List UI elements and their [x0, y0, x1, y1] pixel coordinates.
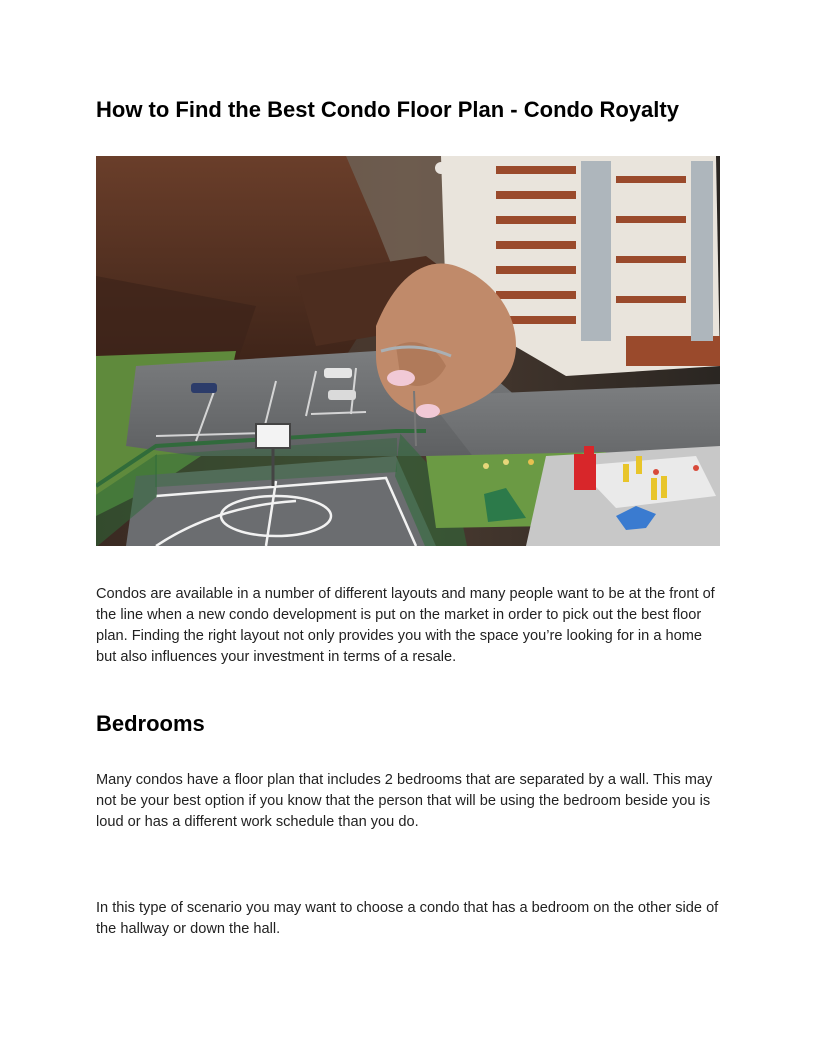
- architectural-model-photo-icon: [96, 156, 720, 546]
- bedrooms-paragraph-2: In this type of scenario you may want to choose a condo that has a bedroom on the other side of the hallway or down the hall.: [96, 900, 719, 937]
- page-title: How to Find the Best Condo Floor Plan - Condo Royalty: [96, 97, 679, 122]
- section-heading-bedrooms: Bedrooms: [96, 711, 205, 736]
- hero-image: [96, 156, 720, 546]
- intro-paragraph: Condos are available in a number of different layouts and many people want to be at the front of the line when a new condo development is put on the market in order to pick out the best floor plan. Finding the right layout not only provides you with the space you’re looking for in a home but also influences your investment in terms of a resale.: [96, 586, 715, 665]
- bedrooms-paragraph-1: Many condos have a floor plan that includes 2 bedrooms that are separated by a wall. This may not be your best option if you know that the person that will be using the bedroom beside you is loud or has a different work schedule than you do.: [96, 772, 713, 830]
